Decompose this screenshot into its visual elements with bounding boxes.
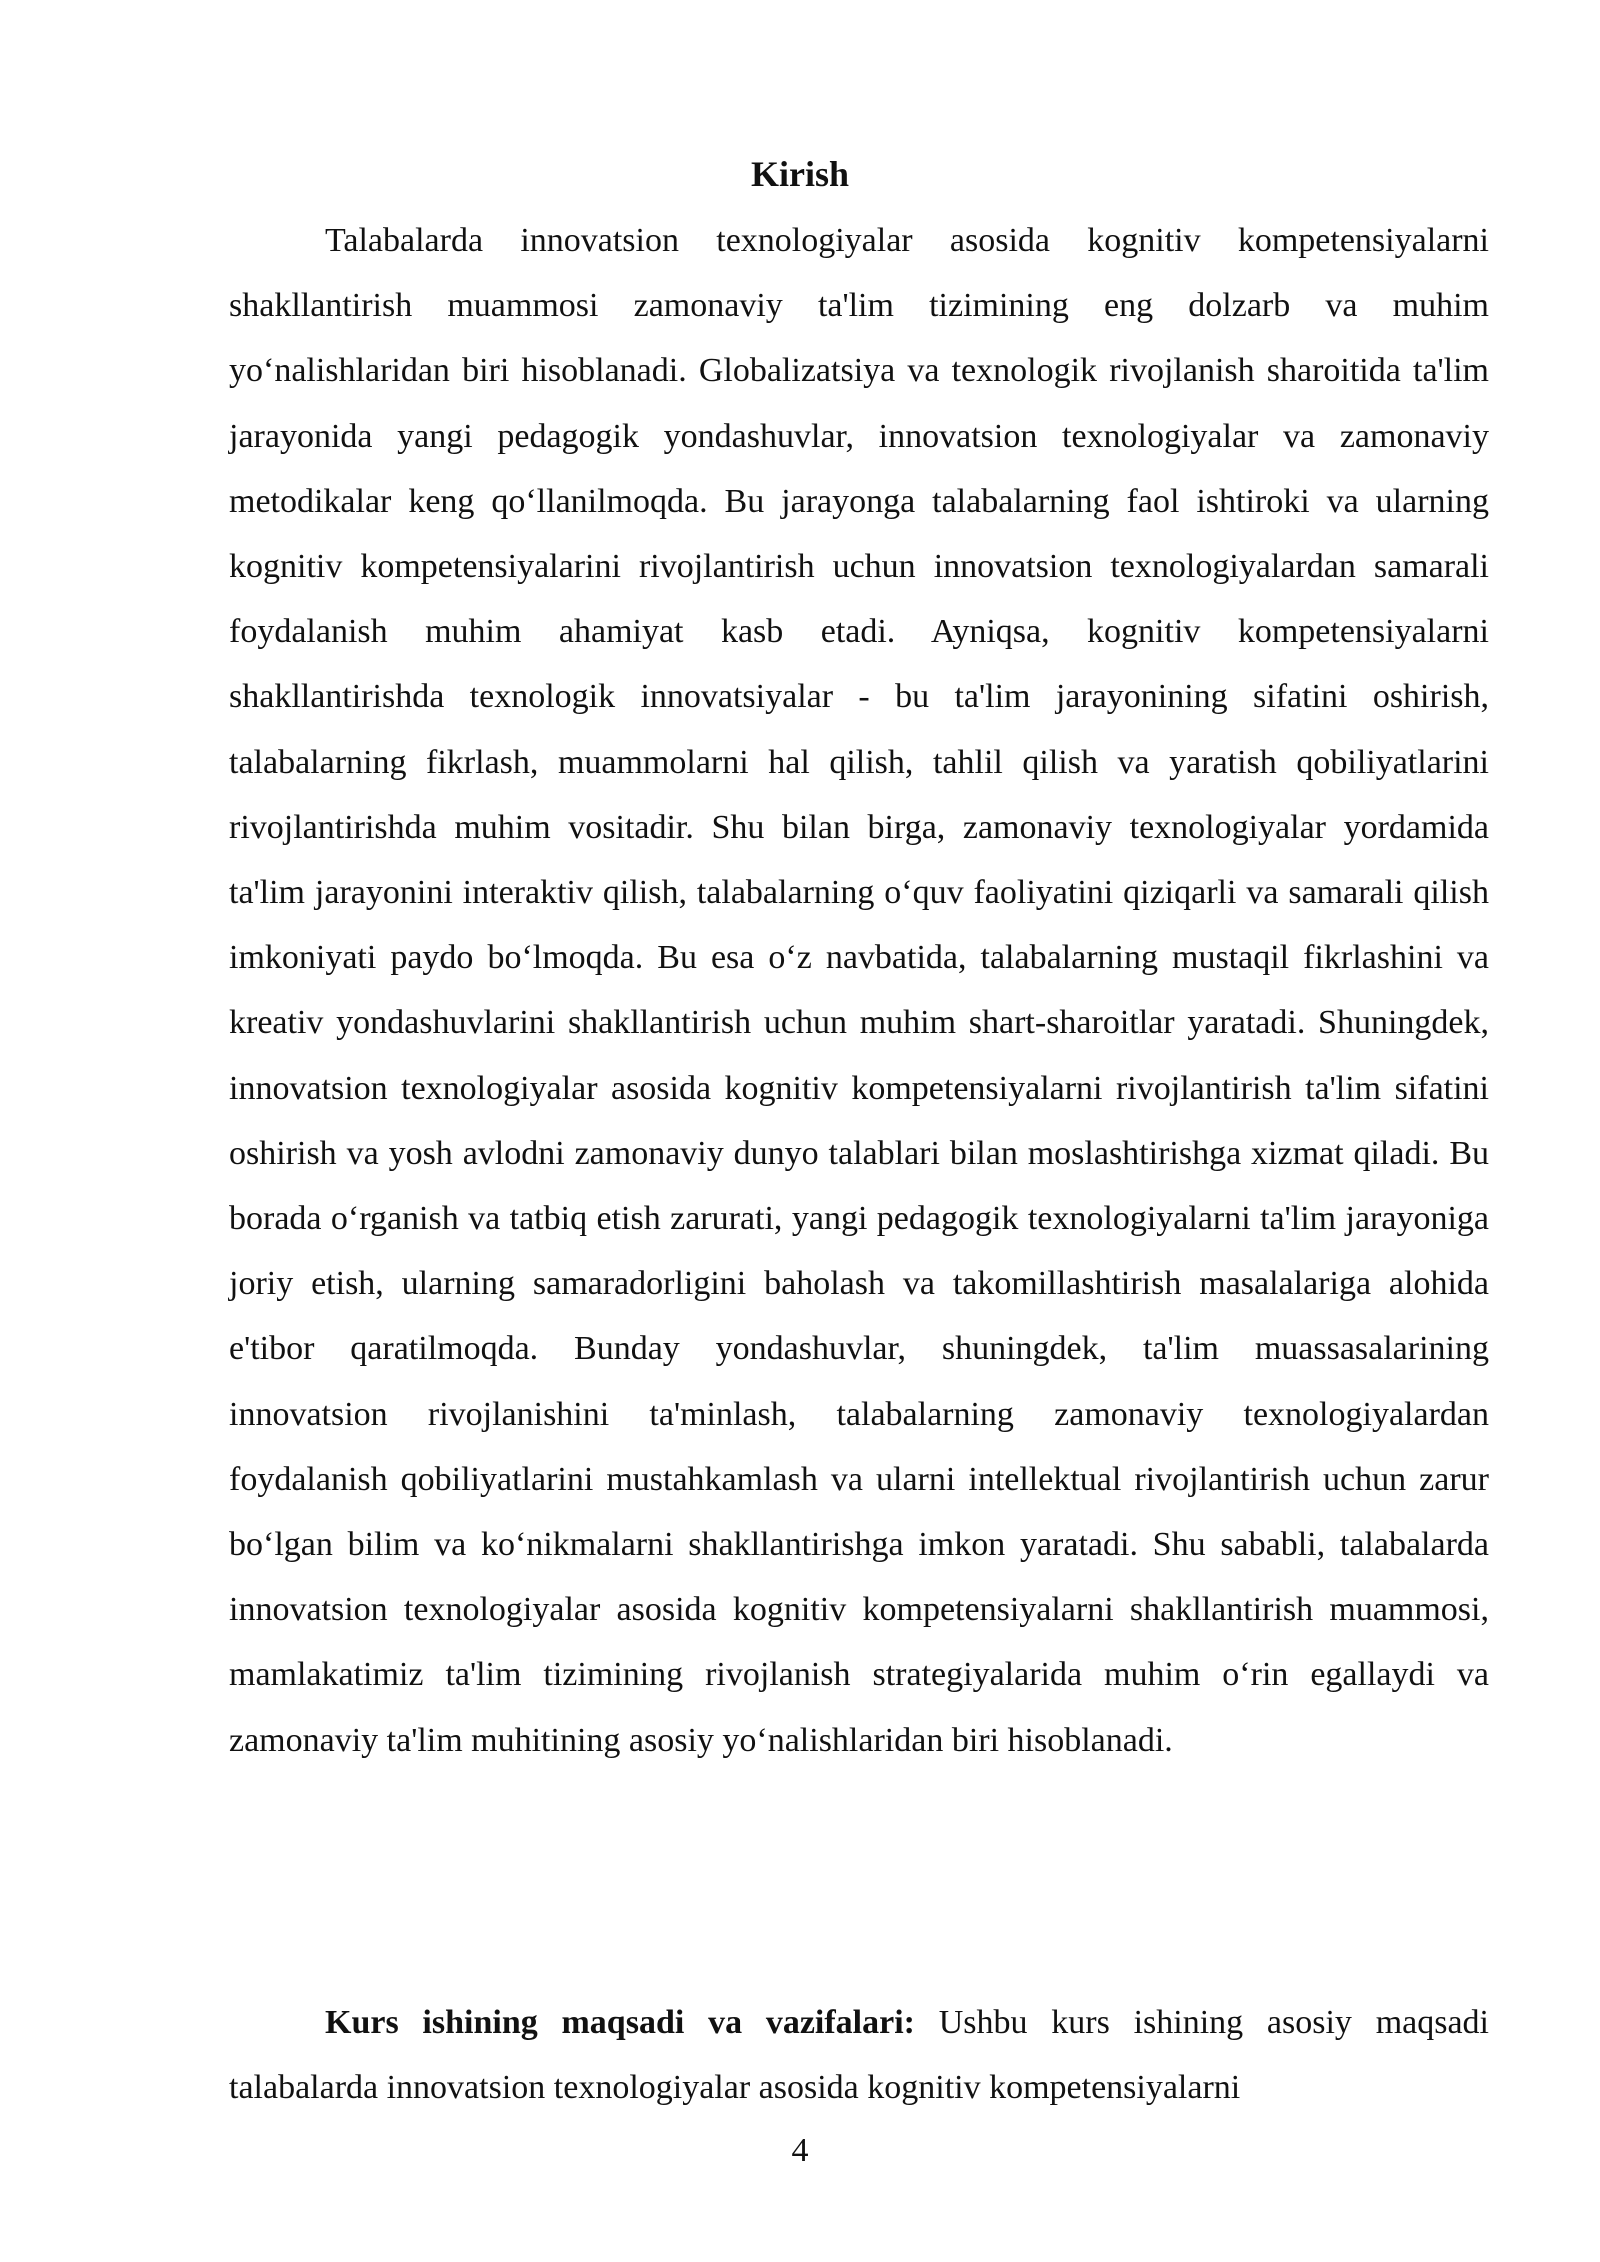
- page-number: 4: [791, 2132, 809, 2169]
- intro-paragraph: Talabalarda innovatsion texnologiyalar asosida kognitiv kompetensiyalarni shakllantirish muammosi zamonaviy ta'lim tizimining eng dolzarb va muhim yo‘nalishlaridan biri hisoblanadi. Globalizatsiya va texnologik rivojlanish sharoitida ta'lim jarayonida yangi pedagogik yondashuvlar, innovatsion texnologiyalar va zamonaviy metodikalar keng qo‘llanilmoqda. Bu jarayonga talabalarning faol ishtiroki va ularning kognitiv kompetensiyalarini rivojlantirish uchun innovatsion texnologiyalardan samarali foydalanish muhim ahamiyat kasb etadi. Ayniqsa, kognitiv kompetensiyalarni shakllantirishda texnologik innovatsiyalar - bu ta'lim jarayonining sifatini oshirish, talabalarning fikrlash, muammolarni hal qilish, tahlil qilish va yaratish qobiliyatlarini rivojlantirishda muhim vositadir. Shu bilan birga, zamonaviy texnologiyalar yordamida ta'lim jarayonini interaktiv qilish, talabalarning o‘quv faoliyatini qiziqarli va samarali qilish imkoniyati paydo bo‘lmoqda. Bu esa o‘z navbatida, talabalarning mustaqil fikrlashini va kreativ yondashuvlarini shakllantirish uchun muhim shart-sharoitlar yaratadi. Shuningdek, innovatsion texnologiyalar asosida kognitiv kompetensiyalarni rivojlantirish ta'lim sifatini oshirish va yosh avlodni zamonaviy dunyo talablari bilan moslashtirishga xizmat qiladi. Bu borada o‘rganish va tatbiq etish zarurati, yangi pedagogik texnologiyalarni ta'lim jarayoniga joriy etish, ularning samaradorligini baholash va takomillashtirish masalalariga alohida e'tibor qaratilmoqda. Bunday yondashuvlar, shuningdek, ta'lim muassasalarining innovatsion rivojlanishini ta'minlash, talabalarning zamonaviy texnologiyalardan foydalanish qobiliyatlarini mustahkamlash va ularni intellektual rivojlantirish uchun zarur bo‘lgan bilim va ko‘nikmalarni shakllantirishga imkon yaratadi. Shu sababli, talabalarda innovatsion texnologiyalar asosida kognitiv kompetensiyalarni shakllantirish muammosi, mamlakatimiz ta'lim tizimining rivojlanish strategiyalarida muhim o‘rin egallaydi va zamonaviy ta'lim muhitining asosiy yo‘nalishlaridan biri hisoblanadi.: [229, 222, 1489, 1759]
- section-title: Kirish: [750, 154, 849, 194]
- goals-paragraph: [229, 1990, 1489, 2120]
- goals-text: Ushbu kurs ishining asosiy maqsadi talabalarda innovatsion texnologiyalar asosida kognitiv kompetensiyalarni: [229, 2004, 1489, 2107]
- goals-heading: Kurs ishining maqsadi va vazifalari:: [325, 2004, 915, 2041]
